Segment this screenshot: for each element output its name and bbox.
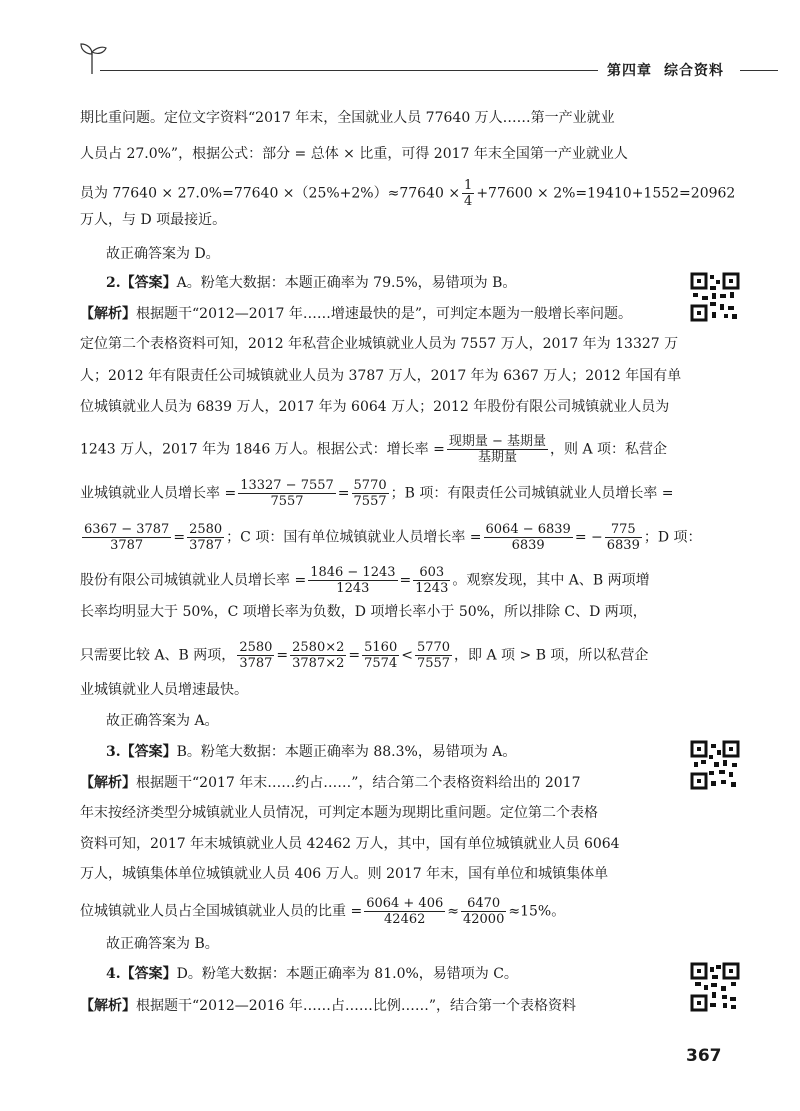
formula-line: $\frac{6367 - 3787}{3787}$ = $\frac{2580}{3787}$ ；C 项：国有单位城镇就业人员增长率 = $\frac{6064 - 6839}{6839}$ = − $\frac{775}{6839}$ ；D 项： — [84, 522, 702, 553]
text-segment: 股份有限公司城镇就业人员增长率 = — [80, 572, 307, 589]
fraction-numerator: 6470 — [461, 896, 506, 912]
section-label: 综合资料 — [664, 63, 724, 79]
text-line: 定位第二个表格资料可知，2012 年私营企业城镇就业人员为 7557 万人，2017 年为 13327 万 — [80, 336, 679, 352]
analysis-label: 【解析】 — [80, 306, 136, 322]
page-number: 367 — [686, 1046, 722, 1066]
fraction-denominator: 1243 — [336, 581, 370, 596]
fraction — [362, 640, 399, 671]
formula-line — [80, 178, 736, 209]
fraction — [484, 522, 573, 553]
text-line: 业城镇就业人员增速最快。 — [80, 682, 248, 698]
fraction — [461, 896, 506, 927]
text-segment: +77600 × 2%=19410+1552=20962 — [476, 185, 736, 202]
text-segment: 只需要比较 A、B 两项， — [80, 647, 236, 664]
fraction-numerator: 5160 — [364, 640, 398, 655]
fraction-denominator: 6839 — [606, 538, 640, 553]
fraction-denominator: 3787 — [239, 656, 273, 671]
text-line: 年末按经济类型分城镇就业人员情况，可判定本题为现期比重问题。定位第二个表格 — [80, 805, 598, 821]
fraction-denominator: 3787×2 — [292, 656, 345, 671]
fraction — [82, 522, 171, 553]
text-line: 长率均明显大于 50%，C 项增长率为负数，D 项增长率小于 50%，所以排除 C、D 两项， — [80, 604, 647, 620]
text-segment: 员为 77640 × 27.0%=77640 ×（25%+2%）≈77640 × — [80, 185, 461, 202]
fraction — [413, 565, 450, 596]
text-segment: 1243 万人，2017 年为 1846 万人。根据公式：增长率 = — [80, 441, 445, 458]
answer-text: B。粉笔大数据：本题正确率为 88.3%，易错项为 A。 — [176, 744, 517, 760]
fraction — [352, 478, 389, 509]
fraction-numerator: 1 — [464, 178, 473, 193]
fraction-numerator: 6064 + 406 — [366, 896, 444, 911]
fraction-numerator: 603 — [413, 565, 450, 581]
answer-label: 3.【答案】 — [106, 744, 177, 760]
text-line: 万人，与 D 项最接近。 — [80, 212, 227, 228]
analysis-line — [80, 998, 672, 1014]
text-line: 万人，城镇集体单位城镇就业人员 406 万人。则 2017 年末，国有单位和城镇集体单 — [80, 866, 609, 882]
text-segment: ；C 项：国有单位城镇就业人员增长率 = — [226, 529, 482, 546]
fraction-numerator: 2580 — [189, 522, 223, 537]
text-segment: ，即 A 项 > B 项，所以私营企 — [454, 647, 649, 664]
fraction — [605, 522, 642, 553]
analysis-text: 根据题干“2012—2016 年……占……比例……”，结合第一个表格资料 — [136, 998, 577, 1014]
formula-line: 位城镇就业人员占全国城镇就业人员的比重 = $\frac{6064 + 406}{42462}$ ≈ $\frac{6470}{42000}$ ≈15%。 — [80, 896, 566, 927]
fraction-denominator: 7574 — [364, 656, 398, 671]
text-segment: ；D 项： — [643, 529, 702, 546]
text-segment: ，则 A 项：私营企 — [550, 441, 668, 458]
answer-text: D。粉笔大数据：本题正确率为 81.0%，易错项为 C。 — [176, 966, 518, 982]
fraction — [415, 640, 452, 671]
formula-line: 只需要比较 A、B 两项， $\frac{2580}{3787}$ = $\frac{2580\times 2}{3787\times 2}$ = $\frac{5160}{7574}$ < $\frac{5770}{7557}$ ，即 A 项 > B 项，所以私营企 — [80, 640, 649, 671]
fraction-numerator: 5770 — [353, 478, 387, 493]
answer-line: 故正确答案为 D。 — [106, 246, 220, 262]
fraction — [447, 434, 548, 465]
text-segment: 位城镇就业人员占全国城镇就业人员的比重 = — [80, 903, 363, 920]
fraction-denominator: 7557 — [353, 494, 387, 509]
fraction-denominator: 基期量 — [477, 450, 517, 465]
analysis-label: 【解析】 — [80, 775, 136, 791]
fraction-numerator: 1846 − 1243 — [310, 565, 396, 580]
fraction-denominator: 42000 — [462, 912, 505, 927]
formula-line: 股份有限公司城镇就业人员增长率 = $\frac{1846 - 1243}{1243}$ = $\frac{603}{1243}$ 。观察发现，其中 A、B 两项增 — [80, 565, 650, 596]
analysis-label: 【解析】 — [80, 998, 136, 1014]
fraction-denominator: 6839 — [511, 538, 545, 553]
header-rule-right — [740, 70, 778, 71]
fraction-numerator: 现期量 − 基期量 — [448, 434, 547, 449]
text-segment: 。观察发现，其中 A、B 两项增 — [452, 572, 650, 589]
text-line: 位城镇就业人员为 6839 万人，2017 年为 6064 万人；2012 年股份有限公司城镇就业人员为 — [80, 399, 670, 415]
fraction — [462, 178, 474, 209]
answer-label: 2.【答案】 — [106, 275, 177, 291]
formula-line — [80, 434, 672, 465]
analysis-line — [80, 306, 672, 322]
fraction-numerator: 6367 − 3787 — [84, 522, 170, 537]
answer-label: 4.【答案】 — [106, 966, 177, 982]
fraction-numerator: 2580×2 — [292, 640, 345, 655]
fraction-numerator: 5770 — [416, 640, 451, 655]
fraction — [290, 640, 346, 671]
fraction — [308, 565, 397, 596]
answer-line: 故正确答案为 A。 — [106, 713, 219, 729]
text-line: 人；2012 年有限责任公司城镇就业人员为 3787 万人，2017 年为 6367 万人；2012 年国有单 — [80, 368, 682, 384]
fraction-denominator: 4 — [464, 194, 473, 209]
text-line: 资料可知，2017 年末城镇就业人员 42462 万人，其中，国有单位城镇就业人员 6064 — [80, 836, 620, 852]
answer-heading — [106, 966, 672, 982]
text-segment: ≈15%。 — [508, 903, 566, 920]
fraction-numerator: 775 — [605, 522, 642, 538]
fraction-denominator: 3787 — [110, 538, 144, 553]
analysis-text: 根据题干“2012—2017 年……增速最快的是”，可判定本题为一般增长率问题。 — [136, 306, 633, 322]
fraction-denominator: 7557 — [270, 494, 304, 509]
fraction — [237, 640, 274, 671]
analysis-line — [80, 775, 672, 791]
fraction — [364, 896, 445, 927]
text-line: 期比重问题。定位文字资料“2017 年末，全国就业人员 77640 万人……第一产业就业 — [80, 110, 615, 126]
header-rule — [100, 70, 598, 71]
text-segment: 业城镇就业人员增长率 = — [80, 485, 237, 502]
fraction — [238, 478, 336, 509]
fraction-denominator: 3787 — [189, 538, 223, 553]
fraction-numerator: 13327 − 7557 — [240, 478, 334, 493]
qr-code-icon[interactable] — [690, 740, 740, 790]
answer-line: 故正确答案为 B。 — [106, 936, 219, 952]
fraction-numerator: 2580 — [239, 640, 273, 655]
answer-heading — [106, 744, 672, 760]
answer-heading — [106, 275, 672, 291]
analysis-text: 根据题干“2017 年末……约占……”，结合第二个表格资料给出的 2017 — [136, 775, 581, 791]
fraction-denominator: 7557 — [416, 656, 451, 671]
answer-text: A。粉笔大数据：本题正确率为 79.5%，易错项为 B。 — [176, 275, 517, 291]
page-header — [78, 40, 778, 80]
fraction-denominator: 42462 — [384, 912, 426, 927]
qr-code-icon[interactable] — [690, 272, 740, 322]
chapter-label: 第四章 — [607, 63, 652, 79]
text-line: 人员占 27.0%”，根据公式：部分 = 总体 × 比重，可得 2017 年末全国第一产业就业人 — [80, 146, 628, 162]
chapter-title — [601, 60, 730, 80]
fraction-denominator: 1243 — [415, 581, 449, 596]
formula-line: 业城镇就业人员增长率 = $\frac{13327 - 7557}{7557}$ = $\frac{5770}{7557}$ ；B 项：有限责任公司城镇就业人员增长率 = — [80, 478, 674, 509]
fraction-numerator: 6064 − 6839 — [485, 522, 571, 537]
fraction — [187, 522, 224, 553]
qr-code-icon[interactable] — [690, 962, 740, 1012]
text-segment: ；B 项：有限责任公司城镇就业人员增长率 = — [390, 485, 674, 502]
